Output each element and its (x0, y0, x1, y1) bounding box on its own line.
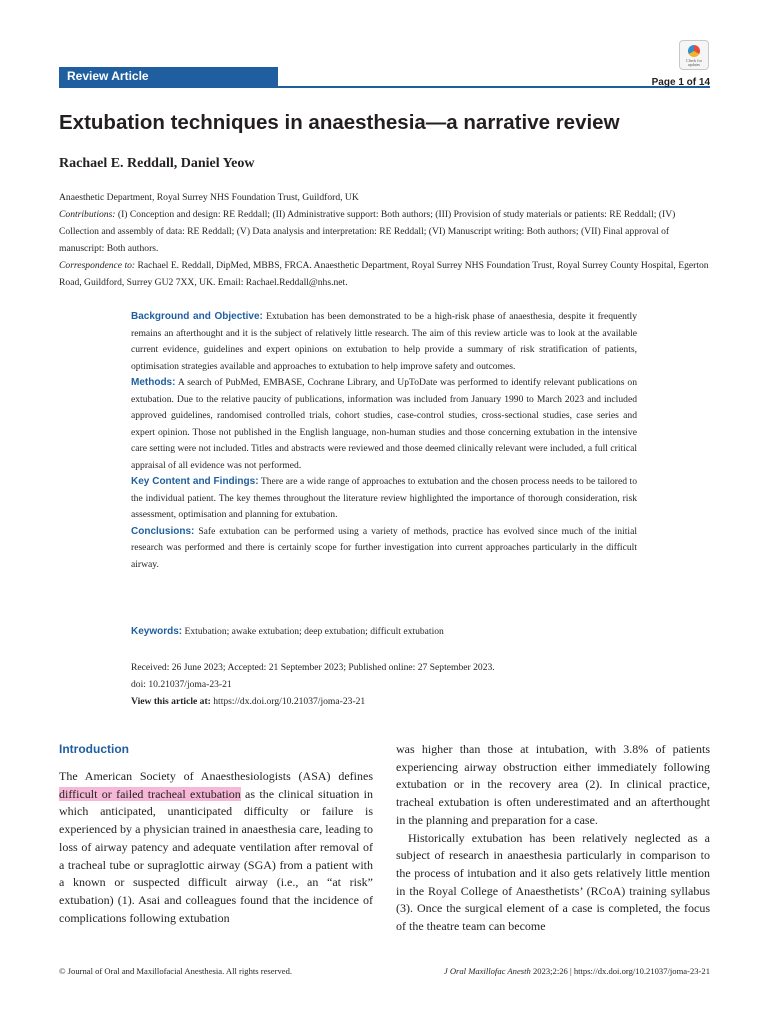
correspondence-text: Rachael E. Reddall, DipMed, MBBS, FRCA. Anaesthetic Department, Royal Surrey NHS Foundation Trust, Royal Surrey County Hospital, Egerton Road, Guildford, Surrey GU2 7XX, UK. Email: Rachael.Reddall@nhs.net. (59, 260, 709, 288)
conclusions-text: Safe extubation can be performed using a variety of methods, practice has evolved since much of the initial research was performed and there is certainly scope for further investigation into current approaches particularly in the difficult airway. (131, 525, 637, 570)
view-article (131, 693, 637, 710)
body-column-left (59, 741, 373, 927)
findings-text: There are a wide range of approaches to extubation and the chosen process needs to be tailored to the individual patient. The key themes throughout the literature review highlighted the importance of thorough consideration, risk assessment, optimisation and planning for extubation. (131, 476, 638, 520)
intro-text-end: as the clinical situation in which anticipated, unanticipated difficulty or failure is experienced by a physician trained in anaesthesia care, leading to loss of airway patency and adequate ventilation after removal of a tracheal tube or supraglottic airway (SGA) from a patient with a known or suspected difficult airway (i.e., an “at risk” extubation) (1). Asai and colleagues found that the incidence of complications following extubation (59, 786, 373, 925)
page-number: Page 1 of 14 (651, 77, 710, 88)
correspondence-label: Correspondence to: (59, 260, 136, 271)
keywords-heading: Keywords: (131, 626, 183, 637)
background-text: Extubation has been demonstrated to be a high-risk phase of anaesthesia, despite it frequently remains an afterthought and it is the subject of relatively little research. The aim of this review article was to look at the available current evidence, guidelines and expert opinions on extubation to help provide a summary of risk stratification of patients, optimisation strategies available and approaches to extubation to help improve safety and outcomes. (131, 311, 637, 372)
abstract (131, 309, 637, 573)
footer-journal: J Oral Maxillofac Anesth (443, 966, 531, 976)
abstract-methods (131, 375, 637, 474)
contributions-label: Contributions: (59, 209, 116, 220)
header-rule (59, 86, 710, 88)
introduction-heading: Introduction (59, 742, 129, 756)
intro-paragraph (59, 768, 373, 927)
article-title: Extubation techniques in anaesthesia—a narrative review (59, 111, 620, 134)
correspondence (59, 257, 710, 291)
conclusions-heading: Conclusions: (131, 525, 195, 537)
abstract-background (131, 309, 637, 375)
keywords-text: Extubation; awake extubation; deep extubation; difficult extubation (182, 626, 444, 637)
affiliation: Anaesthetic Department, Royal Surrey NHS Foundation Trust, Guildford, UK (59, 192, 359, 203)
footer-copyright: © Journal of Oral and Maxillofacial Anesthesia. All rights reserved. (59, 966, 293, 976)
footer-citation-text: 2023;2:26 | https://dx.doi.org/10.21037/joma-23-21 (530, 966, 710, 976)
keywords (131, 626, 637, 637)
methods-heading: Methods: (131, 377, 176, 388)
body-column-right (396, 741, 710, 936)
findings-heading: Key Content and Findings: (131, 476, 259, 487)
abstract-conclusions (131, 524, 637, 574)
affiliations-block (59, 189, 710, 291)
contributions (59, 206, 710, 257)
highlighted-text[interactable]: difficult or failed tracheal extubation (59, 786, 241, 801)
publication-dates (131, 659, 637, 710)
article-type-badge: Review Article (59, 67, 278, 86)
view-article-link[interactable]: https://dx.doi.org/10.21037/joma-23-21 (210, 696, 366, 707)
crossmark-label: Check for updates (686, 58, 702, 67)
intro-text-start: The American Society of Anaesthesiologists (ASA) defines (59, 769, 373, 783)
received-dates: Received: 26 June 2023; Accepted: 21 September 2023; Published online: 27 September 2023. (131, 662, 495, 673)
footer-citation (444, 966, 710, 976)
abstract-findings (131, 474, 637, 524)
methods-text: A search of PubMed, EMBASE, Cochrane Library, and UpToDate was performed to identify relevant publications on extubation. Due to the relative paucity of publications, information was included from January 1990 to March 2023 and included approved guidelines, randomised controlled trials, cohort studies, case-control studies, cross-sectional studies, case series and expert opinion. Those not published in the English language, non-human studies and those concerning extubation in the intensive care setting were not included. Titles and abstracts were reviewed and those deemed clinically relevant were included, a full critical appraisal of all evidence was not performed. (131, 377, 637, 471)
background-heading: Background and Objective: (131, 311, 263, 322)
crossmark-icon (688, 45, 700, 57)
author-list: Rachael E. Reddall, Daniel Yeow (59, 156, 255, 171)
doi: doi: 10.21037/joma-23-21 (131, 679, 232, 690)
view-article-label: View this article at: (131, 696, 211, 707)
crossmark-badge[interactable] (679, 40, 709, 70)
right-paragraph-1: was higher than those at intubation, with 3.8% of patients experiencing airway obstruction either immediately following extubation or in the recovery area (2). In clinical practice, tracheal extubation is often underestimated and an afterthought in the planning and preparation for a case. (396, 742, 710, 827)
right-paragraph-2: Historically extubation has been relatively neglected as a subject of research in anaesthesia particularly in comparison to the process of intubation and it also gets relatively little mention in the Royal College of Anaesthetists’ (RCoA) training syllabus (3). Once the surgical element of a case is completed, the focus of the theatre team can become (396, 830, 710, 934)
contributions-text: (I) Conception and design: RE Reddall; (II) Administrative support: Both authors; (III) Provision of study materials or patients: RE Reddall; (IV) Collection and assembly of data: RE Reddall; (V) Data analysis and interpretation: RE Reddall; (VI) Manuscript writing: Both authors; (VII) Final approval of manuscript: Both authors. (59, 209, 676, 254)
